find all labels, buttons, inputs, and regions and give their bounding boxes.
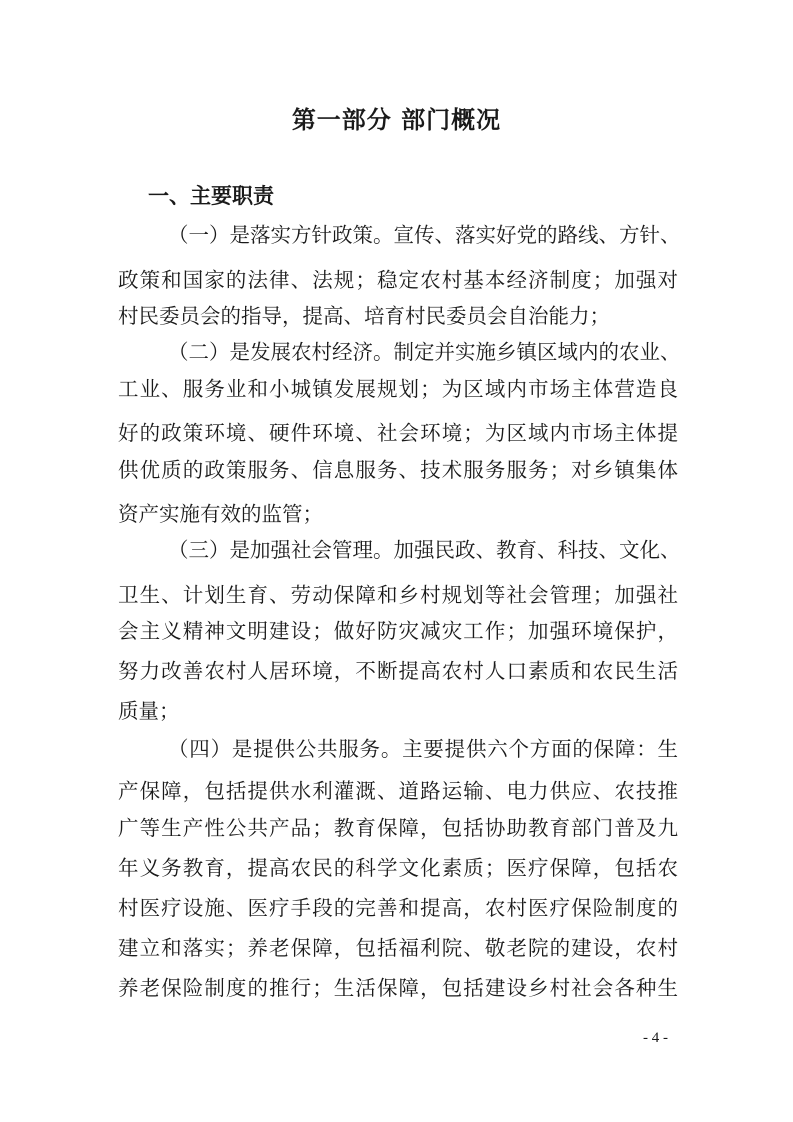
page-number: - 4 - <box>643 1030 668 1046</box>
paragraph-3-line-4: 努力改善农村人居环境，不断提高农村人口素质和农民生活 <box>118 659 678 683</box>
paragraph-4-line-4: 年义务教育，提高农民的科学文化素质；医疗保障，包括农 <box>118 856 678 880</box>
paragraph-4-line-2: 产保障，包括提供水利灌溉、道路运输、电力供应、农技推 <box>118 779 678 803</box>
paragraph-1-line-2: 政策和国家的法律、法规；稳定农村基本经济制度；加强对 <box>118 268 678 292</box>
paragraph-2-line-4: 供优质的政策服务、信息服务、技术服务服务；对乡镇集体 <box>118 458 678 482</box>
paragraph-3-line-1: （三）是加强社会管理。加强民政、教育、科技、文化、 <box>168 538 681 562</box>
paragraph-4-line-6: 建立和落实；养老保障，包括福利院、敬老院的建设，农村 <box>118 936 678 960</box>
paragraph-2-line-5: 资产实施有效的监管； <box>118 502 323 526</box>
page-title: 第一部分 部门概况 <box>291 106 502 134</box>
paragraph-4-line-7: 养老保险制度的推行；生活保障，包括建设乡村社会各种生 <box>118 976 678 1000</box>
paragraph-3-line-2: 卫生、计划生育、劳动保障和乡村规划等社会管理；加强社 <box>118 583 678 607</box>
paragraph-1-line-3: 村民委员会的指导，提高、培育村民委员会自治能力； <box>118 304 610 328</box>
paragraph-2-line-1: （二）是发展农村经济。制定并实施乡镇区域内的农业、 <box>168 340 681 364</box>
paragraph-3-line-3: 会主义精神文明建设；做好防灾减灾工作；加强环境保护， <box>118 619 678 643</box>
paragraph-2-line-3: 好的政策环境、硬件环境、社会环境；为区域内市场主体提 <box>118 421 678 445</box>
paragraph-4-line-3: 广等生产性公共产品；教育保障，包括协助教育部门普及九 <box>118 816 678 840</box>
paragraph-4-line-5: 村医疗设施、医疗手段的完善和提高，农村医疗保险制度的 <box>118 896 678 920</box>
paragraph-3-line-5: 质量； <box>118 699 180 723</box>
paragraph-2-line-2: 工业、服务业和小城镇发展规划；为区域内市场主体营造良 <box>118 377 678 401</box>
section-heading: 一、主要职责 <box>148 184 274 208</box>
paragraph-1-line-1: （一）是落实方针政策。宣传、落实好党的路线、方针、 <box>168 223 681 247</box>
paragraph-4-line-1: （四）是提供公共服务。主要提供六个方面的保障：生 <box>168 737 678 761</box>
